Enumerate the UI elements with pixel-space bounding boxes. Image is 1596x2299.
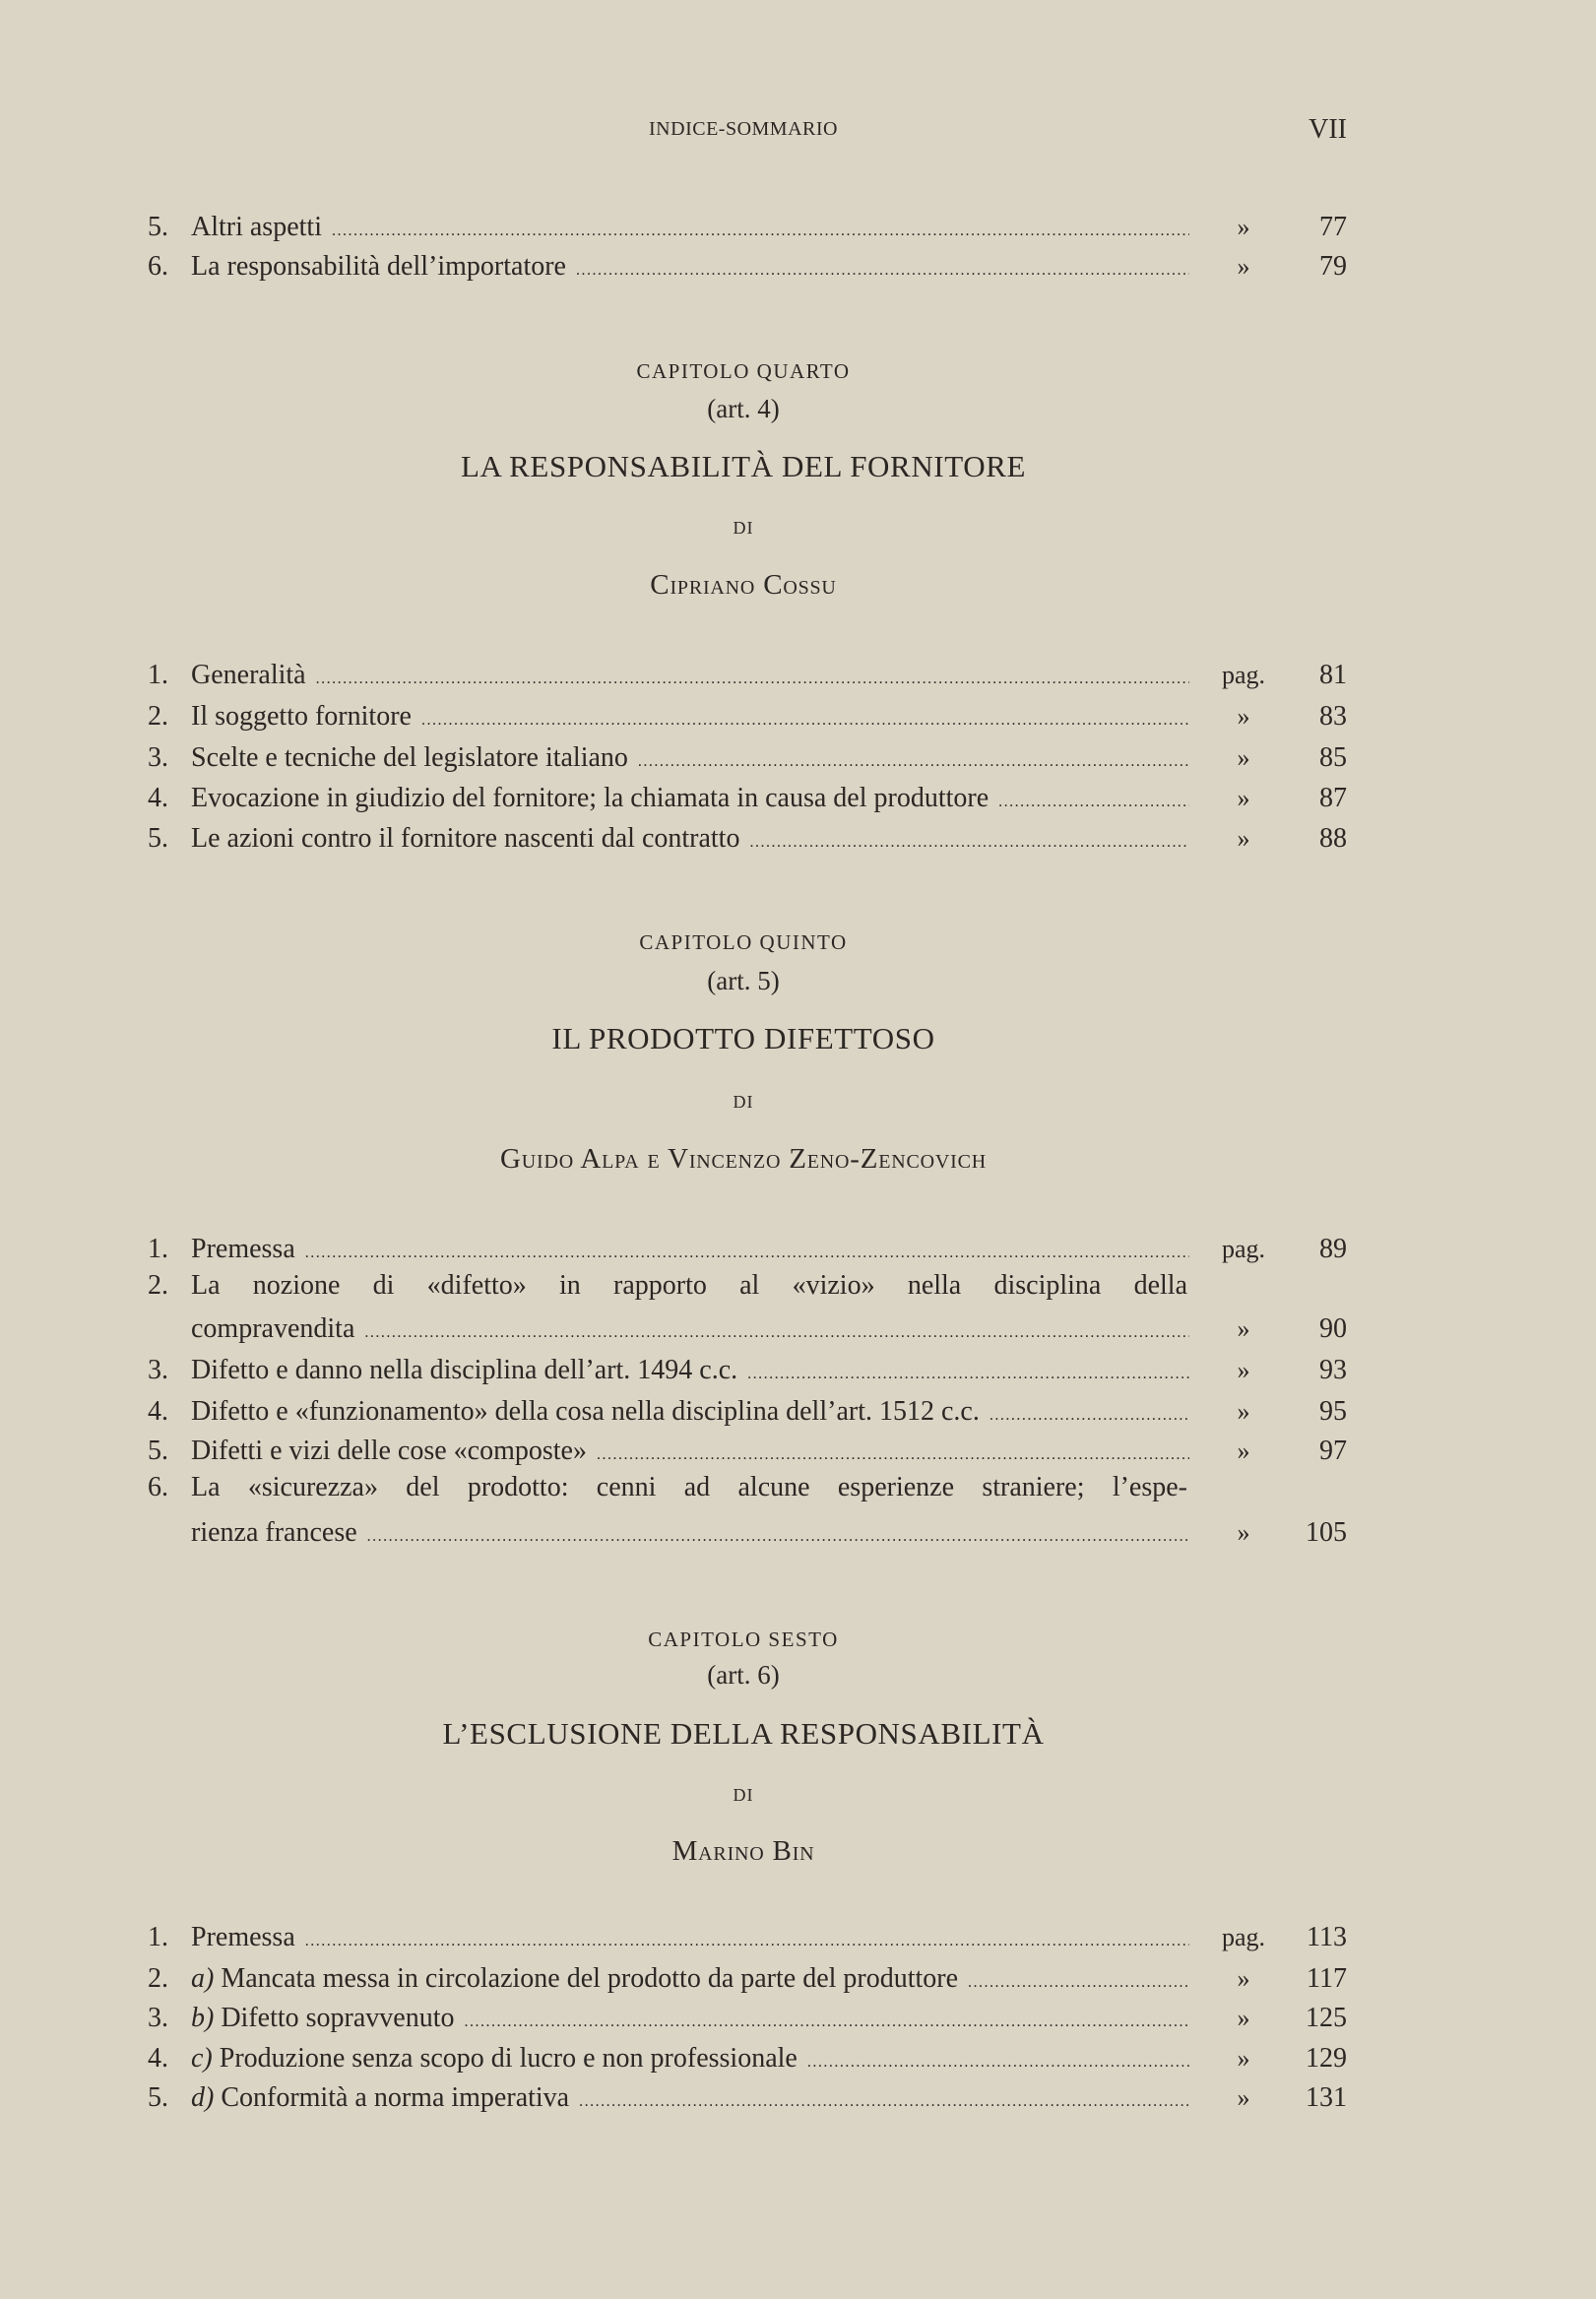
toc-entry — [148, 248, 1347, 286]
page-marker: » — [1237, 2083, 1250, 2112]
chapter-by: DI — [733, 518, 754, 538]
chapter-article: (art. 6) — [707, 1660, 780, 1690]
chapter-article: (art. 4) — [707, 394, 780, 423]
entry-page: 81 — [1319, 660, 1347, 690]
entry-title: Generalità — [191, 660, 306, 690]
entry-number: 3. — [148, 2003, 168, 2033]
leader-dots — [990, 1397, 1189, 1435]
leader-dots — [749, 824, 1189, 862]
toc-entry — [148, 1352, 1347, 1389]
entry-title-first-line: La «sicurezza» del prodotto: cenni ad alcune esperienze straniere; l’espe- — [191, 1472, 1187, 1502]
page-number: VII — [1309, 114, 1347, 145]
entry-page: 131 — [1306, 2082, 1347, 2113]
entry-page: 90 — [1319, 1313, 1347, 1344]
running-header: INDICE-SOMMARIO — [649, 118, 838, 140]
entry-title: Difetti e vizi delle cose «composte» — [191, 1436, 587, 1466]
entry-page: 89 — [1319, 1234, 1347, 1264]
toc-entry — [148, 1231, 1347, 1268]
chapter-author: Guido Alpa e Vincenzo Zeno-Zencovich — [500, 1143, 987, 1175]
entry-page: 77 — [1319, 212, 1347, 242]
entry-letter: d) — [191, 2082, 215, 2113]
toc-entry — [148, 1919, 1347, 1956]
leader-dots — [968, 1964, 1189, 2002]
entry-number: 4. — [148, 783, 168, 813]
entry-number: 5. — [148, 212, 168, 242]
chapter-by: DI — [733, 1785, 754, 1805]
entry-title: Premessa — [191, 1922, 295, 1952]
page-marker: » — [1237, 743, 1250, 772]
entry-number: 6. — [148, 251, 168, 282]
leader-dots — [332, 213, 1189, 250]
entry-title: Le azioni contro il fornitore nascenti dal contratto — [191, 823, 740, 854]
toc-entry — [148, 739, 1347, 777]
entry-title: Difetto e danno nella disciplina dell’art. 1494 c.c. — [191, 1355, 738, 1385]
entry-number: 1. — [148, 1234, 168, 1264]
entry-number: 3. — [148, 1355, 168, 1385]
entry-letter: a) — [191, 1963, 215, 1994]
entry-title: Il soggetto fornitore — [191, 701, 412, 732]
entry-title: Evocazione in giudizio del fornitore; la chiamata in causa del produttore — [191, 783, 990, 813]
entry-number: 6. — [148, 1472, 168, 1502]
entry-page: 79 — [1319, 251, 1347, 282]
chapter-article: (art. 5) — [707, 966, 780, 995]
page-marker: » — [1237, 1437, 1250, 1465]
entry-page: 83 — [1319, 701, 1347, 732]
entry-number: 1. — [148, 660, 168, 690]
entry-number: 5. — [148, 823, 168, 854]
entry-page: 117 — [1307, 1963, 1347, 1994]
entry-title: Altri aspetti — [191, 212, 322, 242]
entry-title: rienza francese — [191, 1517, 357, 1548]
page-marker: » — [1237, 1964, 1250, 1993]
page-marker: pag. — [1221, 1235, 1266, 1263]
page-marker: pag. — [1221, 1923, 1266, 1951]
entry-page: 87 — [1319, 783, 1347, 813]
leader-dots — [807, 2044, 1189, 2081]
entry-page: 85 — [1319, 742, 1347, 773]
entry-number: 1. — [148, 1922, 168, 1952]
entry-number: 2. — [148, 701, 168, 732]
entry-title: Scelte e tecniche del legislatore italiano — [191, 742, 628, 773]
page-marker: » — [1237, 213, 1250, 241]
page-marker: » — [1237, 252, 1250, 281]
chapter-title: LA RESPONSABILITÀ DEL FORNITORE — [460, 449, 1027, 483]
entry-number: 2. — [148, 1963, 168, 1994]
page-marker: » — [1237, 702, 1250, 731]
chapter-label: CAPITOLO QUINTO — [639, 930, 848, 954]
leader-dots — [638, 743, 1189, 781]
entry-title: Difetto e «funzionamento» della cosa nella disciplina dell’art. 1512 c.c. — [191, 1396, 980, 1427]
page-marker: » — [1237, 1397, 1250, 1426]
toc-entry — [148, 1433, 1347, 1470]
entry-page: 113 — [1307, 1922, 1347, 1952]
chapter-label: CAPITOLO QUARTO — [636, 359, 851, 383]
chapter-title: IL PRODOTTO DIFETTOSO — [551, 1021, 935, 1055]
page-marker: » — [1237, 1518, 1250, 1547]
entry-title: b) Difetto sopravvenuto — [191, 2003, 455, 2033]
entry-page: 129 — [1306, 2043, 1347, 2074]
entry-number: 4. — [148, 2043, 168, 2074]
entry-page: 105 — [1306, 1517, 1347, 1548]
entry-title: a) Mancata messa in circolazione del prodotto da parte del produttore — [191, 1963, 959, 1994]
page-marker: » — [1237, 2044, 1250, 2073]
toc-entry — [148, 698, 1347, 735]
leader-dots — [576, 252, 1189, 289]
entry-number: 5. — [148, 2082, 168, 2113]
toc-entry — [148, 657, 1347, 694]
leader-dots — [364, 1314, 1189, 1352]
chapter-author: Marino Bin — [671, 1835, 815, 1867]
toc-entry — [148, 780, 1347, 817]
leader-dots — [465, 2004, 1190, 2041]
chapter-author: Cipriano Cossu — [650, 569, 837, 601]
toc-entry — [148, 820, 1347, 858]
toc-entry — [148, 1514, 1347, 1552]
page-marker: pag. — [1221, 661, 1266, 689]
entry-letter: b) — [191, 2003, 215, 2033]
leader-dots — [421, 702, 1189, 739]
entry-letter: c) — [191, 2043, 213, 2074]
leader-dots — [998, 784, 1189, 821]
entry-page: 125 — [1306, 2003, 1347, 2033]
entry-number: 2. — [148, 1270, 168, 1301]
entry-title: compravendita — [191, 1313, 355, 1344]
leader-dots — [305, 1923, 1189, 1960]
entry-page: 97 — [1319, 1436, 1347, 1466]
toc-entry — [148, 2040, 1347, 2077]
page-marker: » — [1237, 1314, 1250, 1343]
entry-page: 93 — [1319, 1355, 1347, 1385]
entry-number: 5. — [148, 1436, 168, 1466]
entry-number: 4. — [148, 1396, 168, 1427]
entry-title: d) Conformità a norma imperativa — [191, 2082, 570, 2113]
entry-title: Premessa — [191, 1234, 295, 1264]
leader-dots — [367, 1518, 1189, 1556]
leader-dots — [316, 661, 1189, 698]
entry-title: La responsabilità dell’importatore — [191, 251, 566, 282]
entry-number: 3. — [148, 742, 168, 773]
leader-dots — [747, 1356, 1189, 1393]
page-marker: » — [1237, 2004, 1250, 2032]
chapter-title: L’ESCLUSIONE DELLA RESPONSABILITÀ — [442, 1716, 1045, 1751]
page-marker: » — [1237, 784, 1250, 812]
chapter-label: CAPITOLO SESTO — [648, 1628, 839, 1651]
toc-entry — [148, 1393, 1347, 1431]
toc-entry — [148, 2079, 1347, 2117]
entry-title: c) Produzione senza scopo di lucro e non professionale — [191, 2043, 798, 2074]
toc-entry — [148, 2000, 1347, 2037]
page-marker: » — [1237, 824, 1250, 853]
entry-title-first-line: La nozione di «difetto» in rapporto al «vizio» nella disciplina della — [191, 1270, 1187, 1301]
toc-entry — [148, 209, 1347, 246]
toc-entry — [148, 1310, 1347, 1348]
entry-page: 88 — [1319, 823, 1347, 854]
page-marker: » — [1237, 1356, 1250, 1384]
toc-entry — [148, 1960, 1347, 1998]
chapter-by: DI — [733, 1092, 754, 1112]
leader-dots — [579, 2083, 1189, 2121]
entry-page: 95 — [1319, 1396, 1347, 1427]
